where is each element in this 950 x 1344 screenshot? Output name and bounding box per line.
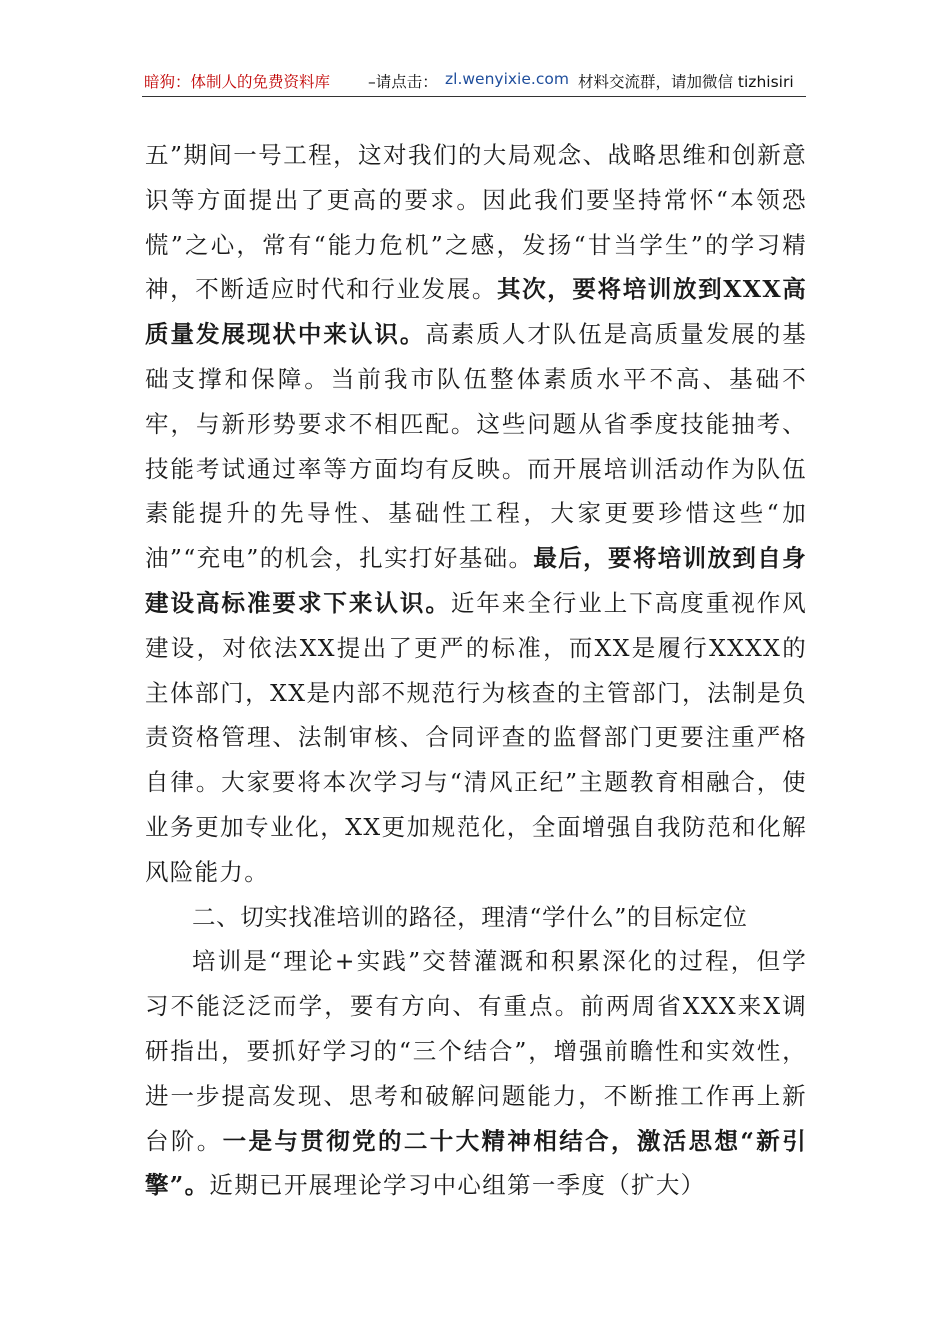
section-heading: 二、切实找准培训的路径，理清“学什么”的目标定位 bbox=[192, 902, 748, 931]
paragraph bbox=[145, 133, 807, 895]
bold-point: 最后，要将培训放到自身建设高标准要求下来认识。 bbox=[145, 544, 807, 617]
click-prefix: –请点击： bbox=[368, 73, 438, 91]
paragraph-text: 近年来全行业上下高度重视作风建设，对依法XX提出了更严的标准，而XX是履行XXXX的主体部门，XX是内部不规范行为核查的主管部门，法制是负责资格管理、法制审核、合同评查的监督部门更要注重严格自律。大家要将本次学习与“清风正纪”主题教育相融合，使业务更加专业化，XX更加规范化，全面增强自我防范和化解风险能力。 bbox=[145, 588, 807, 886]
site-link[interactable]: zl.wenyixie.com bbox=[445, 70, 569, 88]
paragraph-text: 近期已开展理论学习中心组第一季度（扩大） bbox=[209, 1171, 706, 1200]
paragraph-text: 培训是“理论+实践”交替灌溉和积累深化的过程，但学习不能泛泛而学，要有方向、有重点。前两周省XXX来X调研指出，要抓好学习的“三个结合”，增强前瞻性和实效性，进一步提高发现、思考和破解问题能力，不断推工作再上新台阶。 bbox=[145, 947, 807, 1155]
paragraph bbox=[145, 939, 807, 1208]
bold-point: 一是与贯彻党的二十大精神相结合，激活思想“新引擎”。 bbox=[145, 1126, 807, 1200]
document-body bbox=[145, 133, 807, 1208]
paragraph-text: 五”期间一号工程，这对我们的大局观念、战略思维和创新意识等方面提出了更高的要求。因此我们要坚持常怀“本领恐慌”之心，常有“能力危机”之感，发扬“甘当学生”的学习精神，不断适应时代和行业发展。 bbox=[145, 141, 807, 304]
wechat-note: 材料交流群，请加微信 tizhisiri bbox=[578, 73, 794, 91]
bold-point: 其次，要将培训放到XXX高质量发展现状中来认识。 bbox=[145, 275, 807, 349]
paragraph-text: 高素质人才队伍是高质量发展的基础支撑和保障。当前我市队伍整体素质水平不高、基础不牢，与新形势要求不相匹配。这些问题从省季度技能抽考、技能考试通过率等方面均有反映。而开展培训活动作为队伍素能提升的先导性、基础性工程，大家更要珍惜这些“加油”“充电”的机会，扎实打好基础。 bbox=[145, 320, 807, 573]
page-header bbox=[142, 62, 806, 97]
site-name: 暗狗：体制人的免费资料库 bbox=[144, 73, 331, 91]
